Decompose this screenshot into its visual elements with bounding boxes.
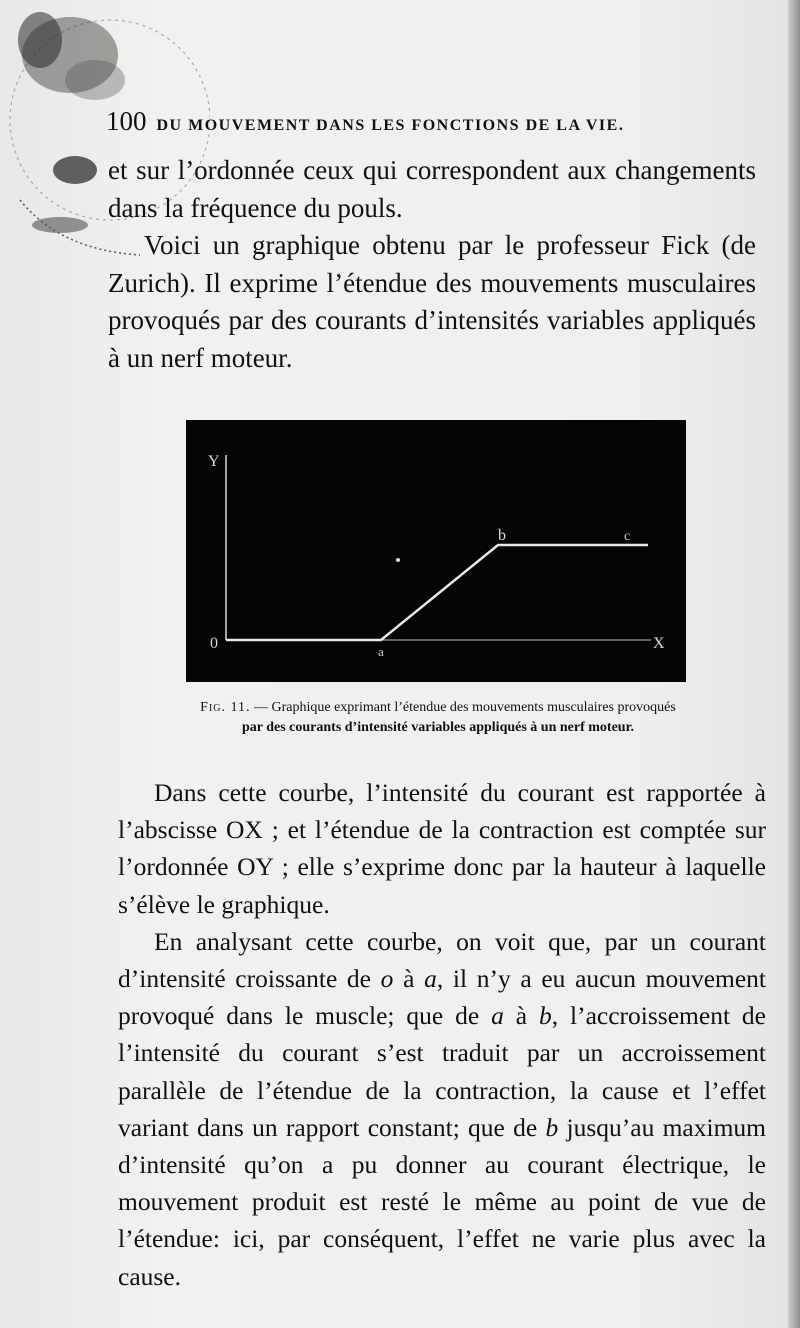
label-origin: 0 bbox=[210, 635, 218, 652]
figure-graph bbox=[186, 420, 686, 682]
intro-text bbox=[108, 152, 756, 377]
label-point-a: a bbox=[378, 644, 384, 659]
p2-text-3: , il n’y a eu aucun mouvement provoqué dans le muscle; que de bbox=[118, 964, 767, 1031]
page-number: 100 bbox=[106, 106, 147, 136]
p2-var-b1: b bbox=[538, 1001, 552, 1031]
p2-var-a1: a bbox=[424, 964, 437, 994]
body-paragraph-2 bbox=[118, 923, 766, 1295]
main-text bbox=[118, 774, 766, 1295]
running-header bbox=[106, 106, 706, 146]
p2-text-2: à bbox=[393, 964, 425, 994]
caption-line-1: — Graphique exprimant l’étendue des mouvements musculaires provoqués bbox=[253, 700, 676, 715]
body-paragraph-1: Dans cette courbe, l’intensité du courant est rapportée à l’abscisse OX ; et l’étendue de la contraction est comptée sur l’ordonnée OY ; elle s’exprime donc par la hauteur à laquelle s’élève le graphique. bbox=[118, 778, 766, 919]
page-edge bbox=[788, 0, 800, 1328]
label-y-axis: Y bbox=[208, 453, 220, 470]
p2-var-a2: a bbox=[491, 1001, 504, 1031]
p2-text-5: , l’accroissement de l’intensité du courant s’est traduit par un accroissement parallèle de l’étendue de la contraction, la cause et l’effet variant dans un rapport constant; que de bbox=[118, 1001, 766, 1142]
label-x-axis: X bbox=[653, 635, 665, 652]
running-head-title: DU MOUVEMENT DANS LES FONCTIONS DE LA VIE. bbox=[156, 117, 625, 134]
p2-text-4: à bbox=[503, 1001, 539, 1031]
graph-svg bbox=[186, 420, 686, 682]
p2-var-b2: b bbox=[545, 1112, 559, 1142]
intro-paragraph-2: Voici un graphique obtenu par le professeur Fick (de Zurich). Il exprime l’étendue des mouvements musculaires provoqués par des courants d’intensités variables appliqués à un nerf moteur. bbox=[108, 230, 756, 373]
speck bbox=[396, 558, 400, 562]
label-point-b: b bbox=[498, 527, 506, 544]
caption-label: Fig. 11. bbox=[200, 700, 251, 715]
label-point-c: c bbox=[624, 529, 631, 544]
curve-line bbox=[226, 545, 648, 640]
p2-var-o: o bbox=[380, 964, 394, 994]
p2-text-1: En analysant cette courbe, on voit que, par un courant d’intensité croissante de bbox=[118, 926, 766, 994]
intro-paragraph-1: et sur l’ordonnée ceux qui correspondent aux changements dans la fréquence du pouls. bbox=[108, 155, 756, 223]
p2-text-6: jusqu’au maximum d’intensité qu’on a pu donner au courant électrique, le mouvement produit est resté le même au point de vue de l’étendue: ici, par conséquent, l’effet ne varie plus avec la cause. bbox=[118, 1112, 766, 1291]
caption-line-2: par des courants d’intensité variables appliqués à un nerf moteur. bbox=[241, 720, 635, 735]
figure-caption bbox=[118, 698, 758, 738]
